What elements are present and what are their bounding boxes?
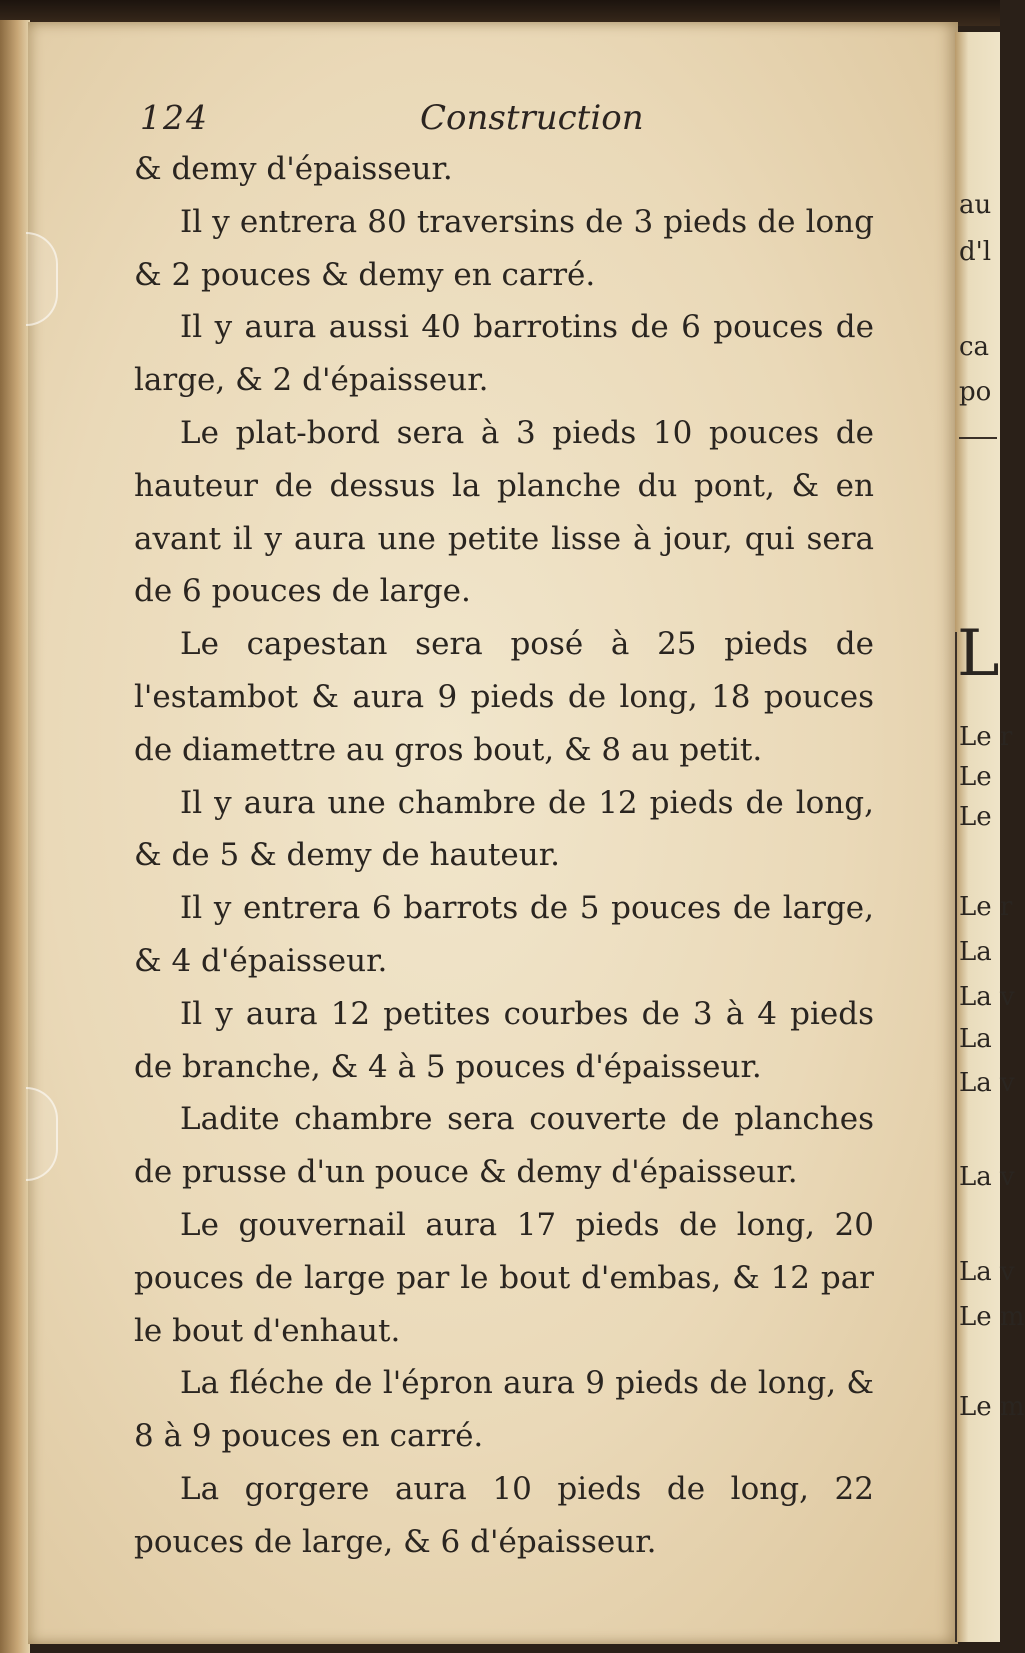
facing-divider bbox=[959, 437, 997, 439]
facing-entry: La bbox=[959, 1024, 992, 1054]
facing-entry: Le bbox=[959, 762, 992, 792]
page-number: 124 bbox=[140, 98, 209, 137]
facing-fragment: po bbox=[959, 377, 992, 407]
facing-fragment: au bbox=[959, 190, 992, 220]
paragraph: Le capestan sera posé à 25 pieds de l'estambot & aura 9 pieds de long, 18 pouces de diamettre au gros bout, & 8 au petit. bbox=[134, 626, 874, 768]
paragraph: Il y aura aussi 40 barrotins de 6 pouces de large, & 2 d'épaisseur. bbox=[134, 309, 874, 399]
paragraph: & demy d'épaisseur. bbox=[134, 151, 453, 187]
page-clip-mark-bottom bbox=[26, 1087, 58, 1181]
facing-entry: La v bbox=[959, 1068, 1015, 1098]
facing-page-edge bbox=[955, 32, 1025, 1642]
facing-entry: La v bbox=[959, 982, 1015, 1012]
facing-fragment: ca bbox=[959, 332, 990, 362]
facing-entry: La v bbox=[959, 1162, 1015, 1192]
paragraph: Le plat-bord sera à 3 pieds 10 pouces de hauteur de dessus la planche du pont, & en avant il y aura une petite lisse à jour, qui sera de 6 pouces de large. bbox=[134, 414, 874, 610]
paragraph: Il y entrera 6 barrots de 5 pouces de large, & 4 d'épaisseur. bbox=[134, 890, 874, 979]
facing-fragment: d'l bbox=[959, 237, 992, 267]
paragraph: Ladite chambre sera couverte de planches de prusse d'un pouce & demy d'épaisseur. bbox=[134, 1101, 874, 1191]
facing-entry: La v bbox=[959, 1257, 1015, 1287]
paragraph: Il y entrera 80 traversins de 3 pieds de long & 2 pouces & demy en carré. bbox=[134, 203, 874, 293]
facing-entry: Le bbox=[959, 802, 992, 832]
facing-entry: Le m bbox=[959, 1302, 1025, 1332]
facing-drop-cap: L bbox=[957, 617, 1000, 691]
facing-entry: Le r bbox=[959, 722, 1013, 752]
running-head: Construction bbox=[420, 98, 644, 138]
page-clip-mark-top bbox=[26, 232, 58, 326]
facing-frame-line bbox=[955, 632, 957, 1642]
paragraph: Il y aura une chambre de 12 pieds de long, & de 5 & demy de hauteur. bbox=[134, 784, 874, 874]
paragraph: Il y aura 12 petites courbes de 3 à 4 pieds de branche, & 4 à 5 pouces d'épaisseur. bbox=[134, 995, 874, 1085]
facing-entry: Le r bbox=[959, 892, 1013, 922]
paragraph: La fléche de l'épron aura 9 pieds de long, & 8 à 9 pouces en carré. bbox=[134, 1365, 874, 1455]
facing-entry: La bbox=[959, 937, 992, 967]
paragraph: La gorgere aura 10 pieds de long, 22 pouces de large, & 6 d'épaisseur. bbox=[134, 1470, 874, 1560]
paragraph: Le gouvernail aura 17 pieds de long, 20 pouces de large par le bout d'embas, & 12 par le bout d'enhaut. bbox=[134, 1206, 874, 1349]
facing-entry: Le m bbox=[959, 1392, 1025, 1422]
page-header bbox=[140, 98, 700, 148]
body-text bbox=[134, 143, 874, 1569]
